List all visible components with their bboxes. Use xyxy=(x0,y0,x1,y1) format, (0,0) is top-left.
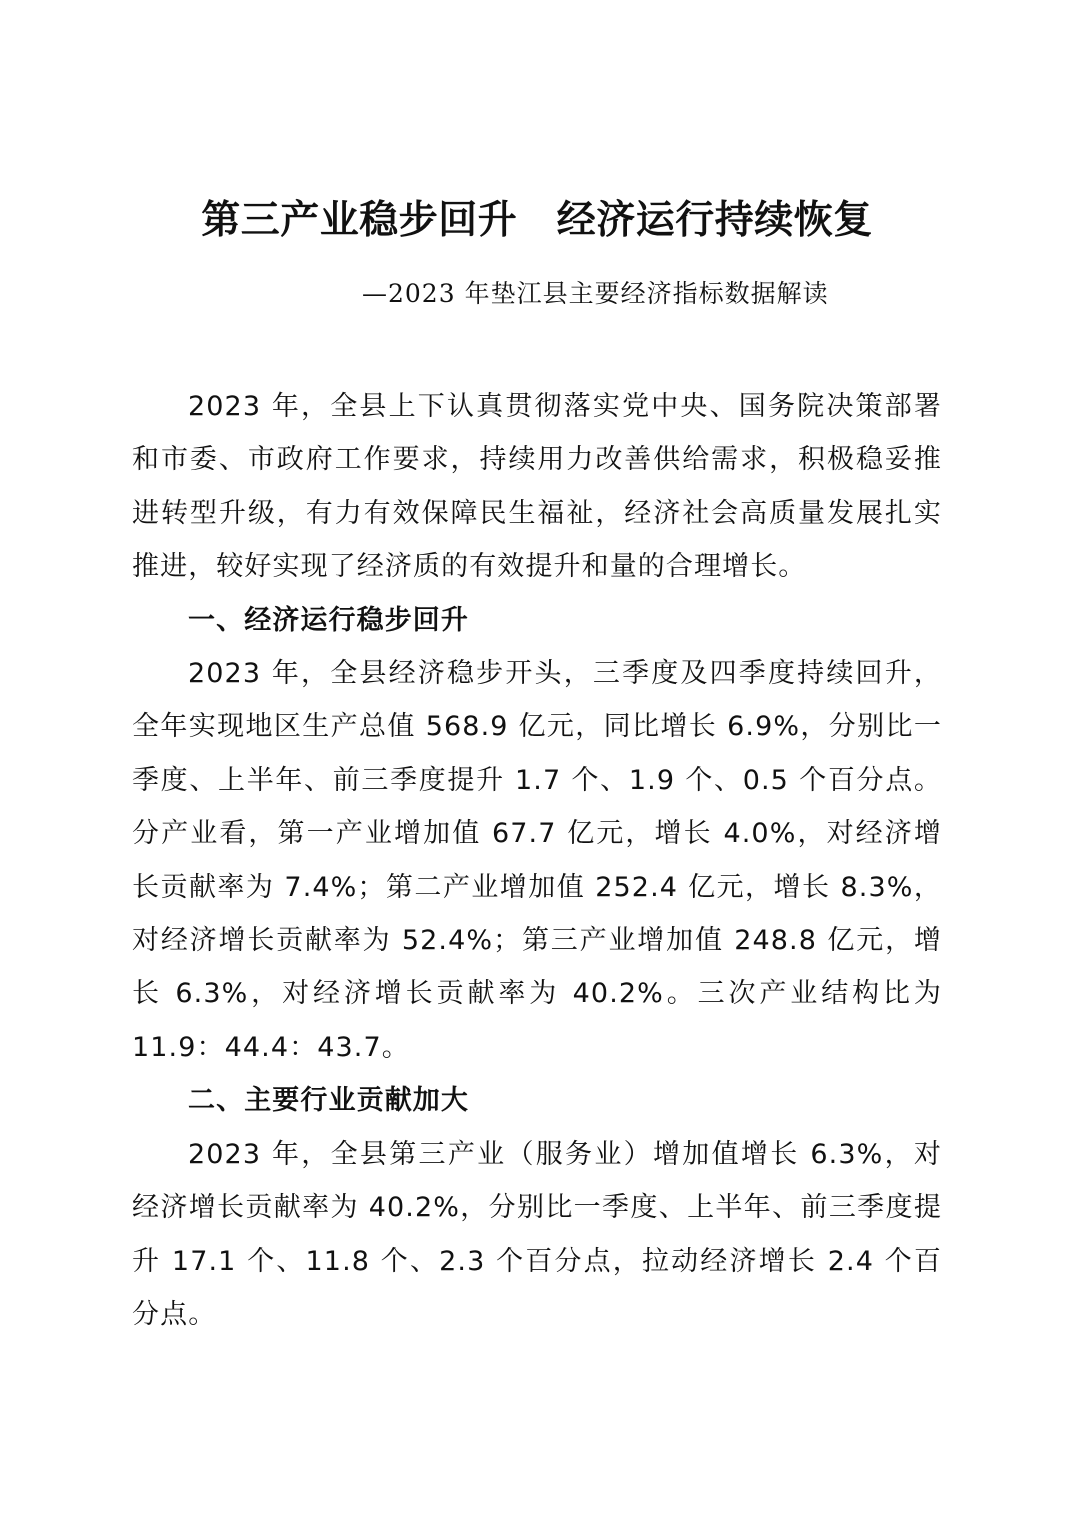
section-heading-2: 二、主要行业贡献加大 xyxy=(188,1085,469,1117)
section-heading-1: 一、经济运行稳步回升 xyxy=(188,604,469,636)
document-title: 第三产业稳步回升 经济运行持续恢复 xyxy=(201,197,873,243)
section-paragraph-1: 2023 年，全县经济稳步开头，三季度及四季度持续回升，全年实现地区生产总值 568.9 亿元，同比增长 6.9%，分别比一季度、上半年、前三季度提升 1.7 个、1.9 个、0.5 个百分点。分产业看，第一产业增加值 67.7 亿元，增长 4.0%，对经济增长贡献率为 7.4%；第二产业增加值 252.4 亿元，增长 8.3%，对经济增长贡献率为 52.4%；第三产业增加值 248.8 亿元，增长 6.3%，对经济增长贡献率为 40.2%。三次产业结构比为 11.9：44.4：43.7。 xyxy=(132,658,942,1063)
document-body xyxy=(132,380,942,1341)
intro-paragraph: 2023 年，全县上下认真贯彻落实党中央、国务院决策部署和市委、市政府工作要求，持续用力改善供给需求，积极稳妥推进转型升级，有力有效保障民生福祉，经济社会高质量发展扎实推进，较好实现了经济质的有效提升和量的合理增长。 xyxy=(132,391,942,583)
document-subtitle: —2023 年垫江县主要经济指标数据解读 xyxy=(362,279,829,308)
section-paragraph-2: 2023 年，全县第三产业（服务业）增加值增长 6.3%，对经济增长贡献率为 40.2%，分别比一季度、上半年、前三季度提升 17.1 个、11.8 个、2.3 个百分点，拉动经济增长 2.4 个百分点。 xyxy=(132,1138,942,1330)
